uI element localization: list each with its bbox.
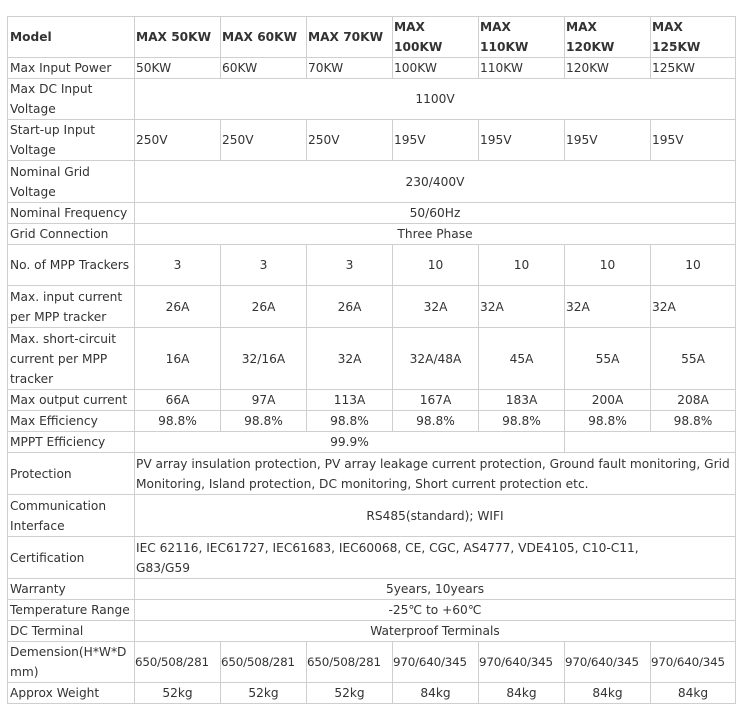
table-cell: 208A xyxy=(651,390,736,411)
table-cell: 10 xyxy=(565,245,651,286)
model-header: MAX 100KW xyxy=(393,17,479,58)
row-label: Max output current xyxy=(8,390,135,411)
table-cell: 650/508/281 xyxy=(221,642,307,683)
table-row xyxy=(8,245,736,286)
table-cell: 98.8% xyxy=(135,411,221,432)
table-cell: 110KW xyxy=(479,58,565,79)
table-cell: 970/640/345 xyxy=(393,642,479,683)
table-cell: 84kg xyxy=(651,683,736,704)
row-label: Max Efficiency xyxy=(8,411,135,432)
header-row xyxy=(8,17,736,58)
table-cell: 650/508/281 xyxy=(307,642,393,683)
model-header: MAX 125KW xyxy=(651,17,736,58)
merged-cell: PV array insulation protection, PV array leakage current protection, Ground fault monitoring, Grid Monitoring, Island protection, DC monitoring, Short current protection etc. xyxy=(135,453,736,495)
table-cell: 84kg xyxy=(479,683,565,704)
table-cell: 45A xyxy=(479,328,565,390)
table-cell: 650/508/281 xyxy=(135,642,221,683)
table-cell: 250V xyxy=(307,120,393,161)
table-cell: 84kg xyxy=(393,683,479,704)
table-cell: 66A xyxy=(135,390,221,411)
row-label: Demension(H*W*D mm) xyxy=(8,642,135,683)
table-row xyxy=(8,203,736,224)
merged-cell: Three Phase xyxy=(135,224,736,245)
table-row xyxy=(8,600,736,621)
merged-cell: 50/60Hz xyxy=(135,203,736,224)
row-label: Certification xyxy=(8,537,135,579)
table-cell: 98.8% xyxy=(479,411,565,432)
table-cell: 183A xyxy=(479,390,565,411)
table-cell: 3 xyxy=(307,245,393,286)
table-cell: 10 xyxy=(393,245,479,286)
merged-cell: 99.9% xyxy=(135,432,565,453)
table-cell: 120KW xyxy=(565,58,651,79)
empty-cell xyxy=(565,432,736,453)
table-cell: 32A xyxy=(307,328,393,390)
model-header: MAX 60KW xyxy=(221,17,307,58)
table-cell: 3 xyxy=(135,245,221,286)
table-cell: 98.8% xyxy=(393,411,479,432)
row-label: Max. input current per MPP tracker xyxy=(8,286,135,328)
row-label: Protection xyxy=(8,453,135,495)
table-row xyxy=(8,224,736,245)
table-cell: 3 xyxy=(221,245,307,286)
merged-cell: IEC 62116, IEC61727, IEC61683, IEC60068, CE, CGC, AS4777, VDE4105, C10-C11, G83/G59 xyxy=(135,537,736,579)
table-cell: 167A xyxy=(393,390,479,411)
row-label: Approx Weight xyxy=(8,683,135,704)
table-cell: 97A xyxy=(221,390,307,411)
table-cell: 32A xyxy=(565,286,651,328)
table-cell: 26A xyxy=(221,286,307,328)
table-cell: 32A/48A xyxy=(393,328,479,390)
table-row xyxy=(8,495,736,537)
table-cell: 32A xyxy=(393,286,479,328)
row-label: Grid Connection xyxy=(8,224,135,245)
row-label: Nominal Grid Voltage xyxy=(8,161,135,203)
table-row xyxy=(8,537,736,579)
table-cell: 26A xyxy=(307,286,393,328)
table-cell: 98.8% xyxy=(651,411,736,432)
table-row xyxy=(8,453,736,495)
table-row xyxy=(8,286,736,328)
table-row xyxy=(8,621,736,642)
table-cell: 32A xyxy=(651,286,736,328)
table-row xyxy=(8,642,736,683)
row-label: Nominal Frequency xyxy=(8,203,135,224)
table-cell: 60KW xyxy=(221,58,307,79)
table-row xyxy=(8,79,736,120)
merged-cell: 1100V xyxy=(135,79,736,120)
table-row xyxy=(8,120,736,161)
merged-cell: RS485(standard); WIFI xyxy=(135,495,736,537)
model-header: MAX 120KW xyxy=(565,17,651,58)
row-label: Max DC Input Voltage xyxy=(8,79,135,120)
merged-cell: 5years, 10years xyxy=(135,579,736,600)
table-row xyxy=(8,411,736,432)
row-label: Max. short-circuit current per MPP tracker xyxy=(8,328,135,390)
table-cell: 32/16A xyxy=(221,328,307,390)
table-cell: 195V xyxy=(565,120,651,161)
table-row xyxy=(8,161,736,203)
model-header: MAX 70KW xyxy=(307,17,393,58)
table-cell: 250V xyxy=(135,120,221,161)
table-row xyxy=(8,390,736,411)
table-cell: 52kg xyxy=(135,683,221,704)
table-cell: 195V xyxy=(393,120,479,161)
row-label: MPPT Efficiency xyxy=(8,432,135,453)
table-cell: 52kg xyxy=(307,683,393,704)
table-row xyxy=(8,579,736,600)
table-cell: 113A xyxy=(307,390,393,411)
table-cell: 10 xyxy=(479,245,565,286)
row-label: Temperature Range xyxy=(8,600,135,621)
table-cell: 16A xyxy=(135,328,221,390)
table-cell: 52kg xyxy=(221,683,307,704)
row-label: Max Input Power xyxy=(8,58,135,79)
table-cell: 970/640/345 xyxy=(479,642,565,683)
table-cell: 26A xyxy=(135,286,221,328)
table-cell: 50KW xyxy=(135,58,221,79)
row-label: Communication Interface xyxy=(8,495,135,537)
row-label: Start-up Input Voltage xyxy=(8,120,135,161)
header-label: Model xyxy=(8,17,135,58)
table-cell: 98.8% xyxy=(565,411,651,432)
table-cell: 55A xyxy=(565,328,651,390)
table-row xyxy=(8,432,736,453)
merged-cell: -25℃ to +60℃ xyxy=(135,600,736,621)
table-cell: 125KW xyxy=(651,58,736,79)
table-cell: 970/640/345 xyxy=(565,642,651,683)
table-cell: 55A xyxy=(651,328,736,390)
table-cell: 70KW xyxy=(307,58,393,79)
table-cell: 98.8% xyxy=(307,411,393,432)
row-label: No. of MPP Trackers xyxy=(8,245,135,286)
table-cell: 98.8% xyxy=(221,411,307,432)
table-cell: 200A xyxy=(565,390,651,411)
merged-cell: 230/400V xyxy=(135,161,736,203)
table-row xyxy=(8,683,736,704)
table-cell: 970/640/345 xyxy=(651,642,736,683)
table-cell: 195V xyxy=(479,120,565,161)
table-cell: 32A xyxy=(479,286,565,328)
table-row xyxy=(8,58,736,79)
table-cell: 100KW xyxy=(393,58,479,79)
model-header: MAX 110KW xyxy=(479,17,565,58)
table-cell: 84kg xyxy=(565,683,651,704)
spec-table xyxy=(7,16,736,704)
table-cell: 10 xyxy=(651,245,736,286)
table-cell: 250V xyxy=(221,120,307,161)
table-row xyxy=(8,328,736,390)
model-header: MAX 50KW xyxy=(135,17,221,58)
merged-cell: Waterproof Terminals xyxy=(135,621,736,642)
row-label: Warranty xyxy=(8,579,135,600)
table-cell: 195V xyxy=(651,120,736,161)
row-label: DC Terminal xyxy=(8,621,135,642)
